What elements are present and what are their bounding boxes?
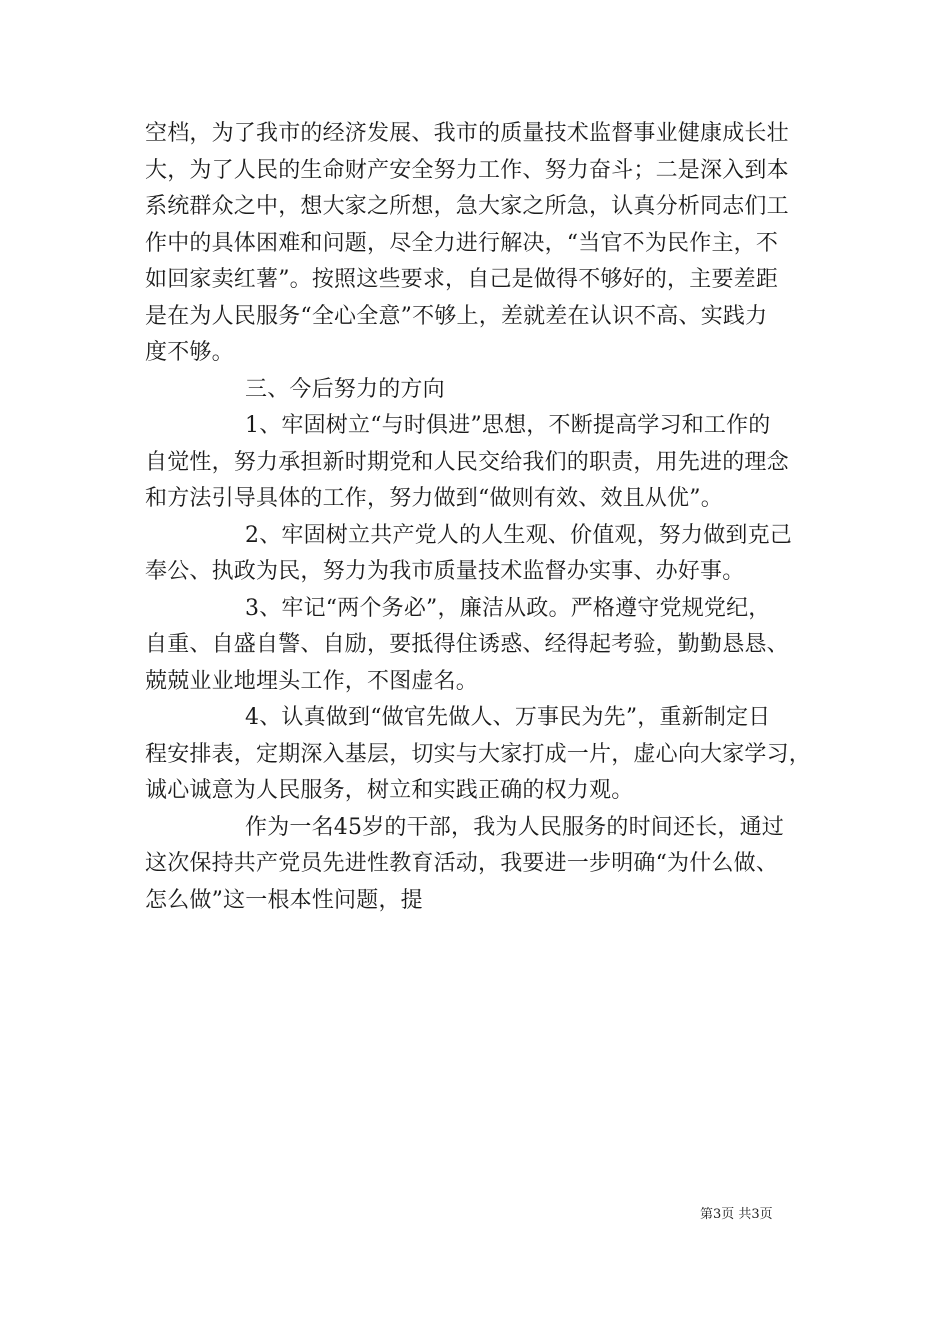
text-line: 自觉性，努力承担新时期党和人民交给我们的职责，用先进的理念 <box>145 449 789 475</box>
section-heading: 三、今后努力的方向 <box>245 376 445 402</box>
text-line: 系统群众之中，想大家之所想，急大家之所急，认真分析同志们工 <box>145 194 789 219</box>
text-line: 自重、自盛自警、自励，要抵得住诱惑、经得起考验，勤勤恳恳、 <box>145 632 789 657</box>
document-body <box>145 116 810 919</box>
text-line: 3、牢记“两个务必”，廉洁从政。严格遵守党规党纪， <box>245 595 771 621</box>
text-line: 是在为人民服务“全心全意”不够上，差就差在认识不高、实践力 <box>145 303 768 329</box>
text-line: 这次保持共产党员先进性教育活动，我要进一步明确“为什么做、 <box>145 851 779 876</box>
text-line: 大，为了人民的生命财产安全努力工作、努力奋斗；二是深入到本 <box>145 157 789 183</box>
page-number-footer: 第3页 共3页 <box>700 1207 773 1222</box>
text-line: 4、认真做到“做官先做人、万事民为先”，重新制定日 <box>245 705 771 730</box>
text-line: 如回家卖红薯”。按照这些要求，自己是做得不够好的，主要差距 <box>145 267 779 292</box>
text-line: 作为一名45岁的干部，我为人民服务的时间还长，通过 <box>245 814 784 840</box>
text-line: 空档，为了我市的经济发展、我市的质量技术监督事业健康成长壮 <box>145 121 789 146</box>
text-line: 兢兢业业地埋头工作，不图虚名。 <box>145 668 479 694</box>
text-line: 和方法引导具体的工作，努力做到“做则有效、效且从优”。 <box>145 486 723 511</box>
text-line: 程安排表，定期深入基层，切实与大家打成一片，虚心向大家学习， <box>145 741 812 767</box>
text-line: 奉公、执政为民，努力为我市质量技术监督办实事、办好事。 <box>145 559 745 584</box>
text-line: 诚心诚意为人民服务，树立和实践正确的权力观。 <box>145 778 634 803</box>
text-line: 2、牢固树立共产党人的人生观、价值观，努力做到克己 <box>245 522 792 548</box>
text-line: 度不够。 <box>145 340 234 365</box>
text-line: 作中的具体困难和问题，尽全力进行解决，“当官不为民作主，不 <box>145 230 779 256</box>
text-line: 1、牢固树立“与时俱进”思想，不断提高学习和工作的 <box>245 413 771 438</box>
text-line: 怎么做”这一根本性问题，提 <box>145 887 423 913</box>
